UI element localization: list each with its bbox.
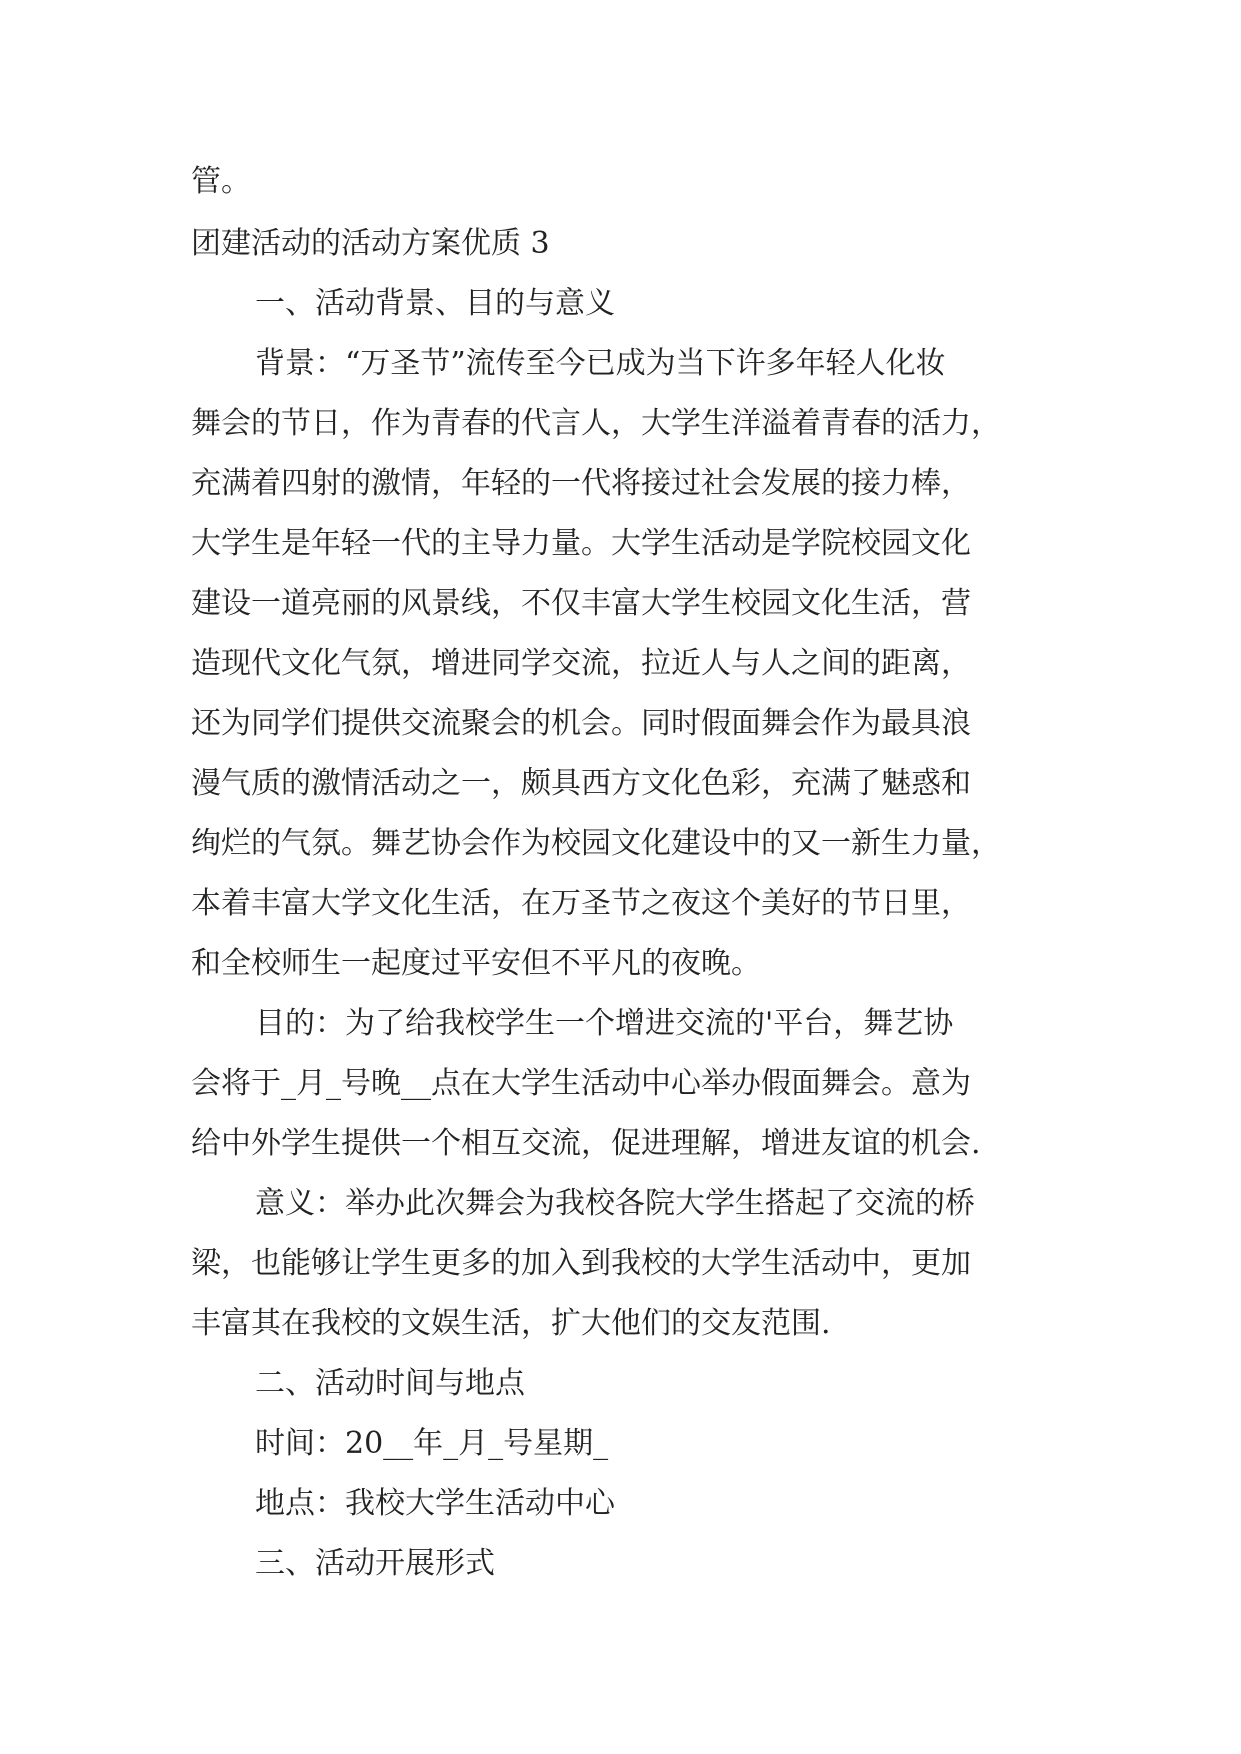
background-line: 本着丰富大学文化生活，在万圣节之夜这个美好的节日里， [191, 886, 971, 921]
purpose-line: 会将于_月_号晚__点在大学生活动中心举办假面舞会。意为 [191, 1066, 971, 1101]
background-line: 建设一道亮丽的风景线，不仅丰富大学生校园文化生活，营 [191, 586, 971, 621]
background-line: 漫气质的激情活动之一，颇具西方文化色彩，充满了魅惑和 [191, 766, 971, 801]
purpose-line: 给中外学生提供一个相互交流，促进理解，增进友谊的机会. [191, 1126, 981, 1161]
heading-time-place: 二、活动时间与地点 [255, 1366, 525, 1401]
paragraph-tail: 管。 [191, 164, 251, 199]
heading-background-purpose-meaning: 一、活动背景、目的与意义 [255, 286, 615, 321]
background-line: 造现代文化气氛，增进同学交流，拉近人与人之间的距离， [191, 646, 971, 681]
background-line: 和全校师生一起度过平安但不平凡的夜晚。 [191, 946, 761, 981]
document-body [191, 152, 1051, 1594]
background-line: 绚烂的气氛。舞艺协会作为校园文化建设中的又一新生力量， [191, 826, 1001, 861]
meaning-line: 梁，也能够让学生更多的加入到我校的大学生活动中，更加 [191, 1246, 971, 1281]
background-line: 充满着四射的激情，年轻的一代将接过社会发展的接力棒， [191, 466, 971, 501]
background-line: 背景：“万圣节”流传至今已成为当下许多年轻人化妆 [255, 346, 946, 381]
event-place: 地点：我校大学生活动中心 [255, 1486, 615, 1521]
event-time: 时间：20__年_月_号星期_ [255, 1426, 609, 1461]
meaning-line: 丰富其在我校的文娱生活，扩大他们的交友范围. [191, 1306, 831, 1341]
meaning-line: 意义：举办此次舞会为我校各院大学生搭起了交流的桥 [255, 1186, 975, 1221]
purpose-line: 目的：为了给我校学生一个增进交流的'平台，舞艺协 [255, 1006, 954, 1041]
section-title: 团建活动的活动方案优质 3 [191, 226, 550, 261]
heading-activity-format: 三、活动开展形式 [255, 1546, 495, 1581]
background-line: 大学生是年轻一代的主导力量。大学生活动是学院校园文化 [191, 526, 971, 561]
background-line: 舞会的节日，作为青春的代言人，大学生洋溢着青春的活力， [191, 406, 1001, 441]
background-line: 还为同学们提供交流聚会的机会。同时假面舞会作为最具浪 [191, 706, 971, 741]
